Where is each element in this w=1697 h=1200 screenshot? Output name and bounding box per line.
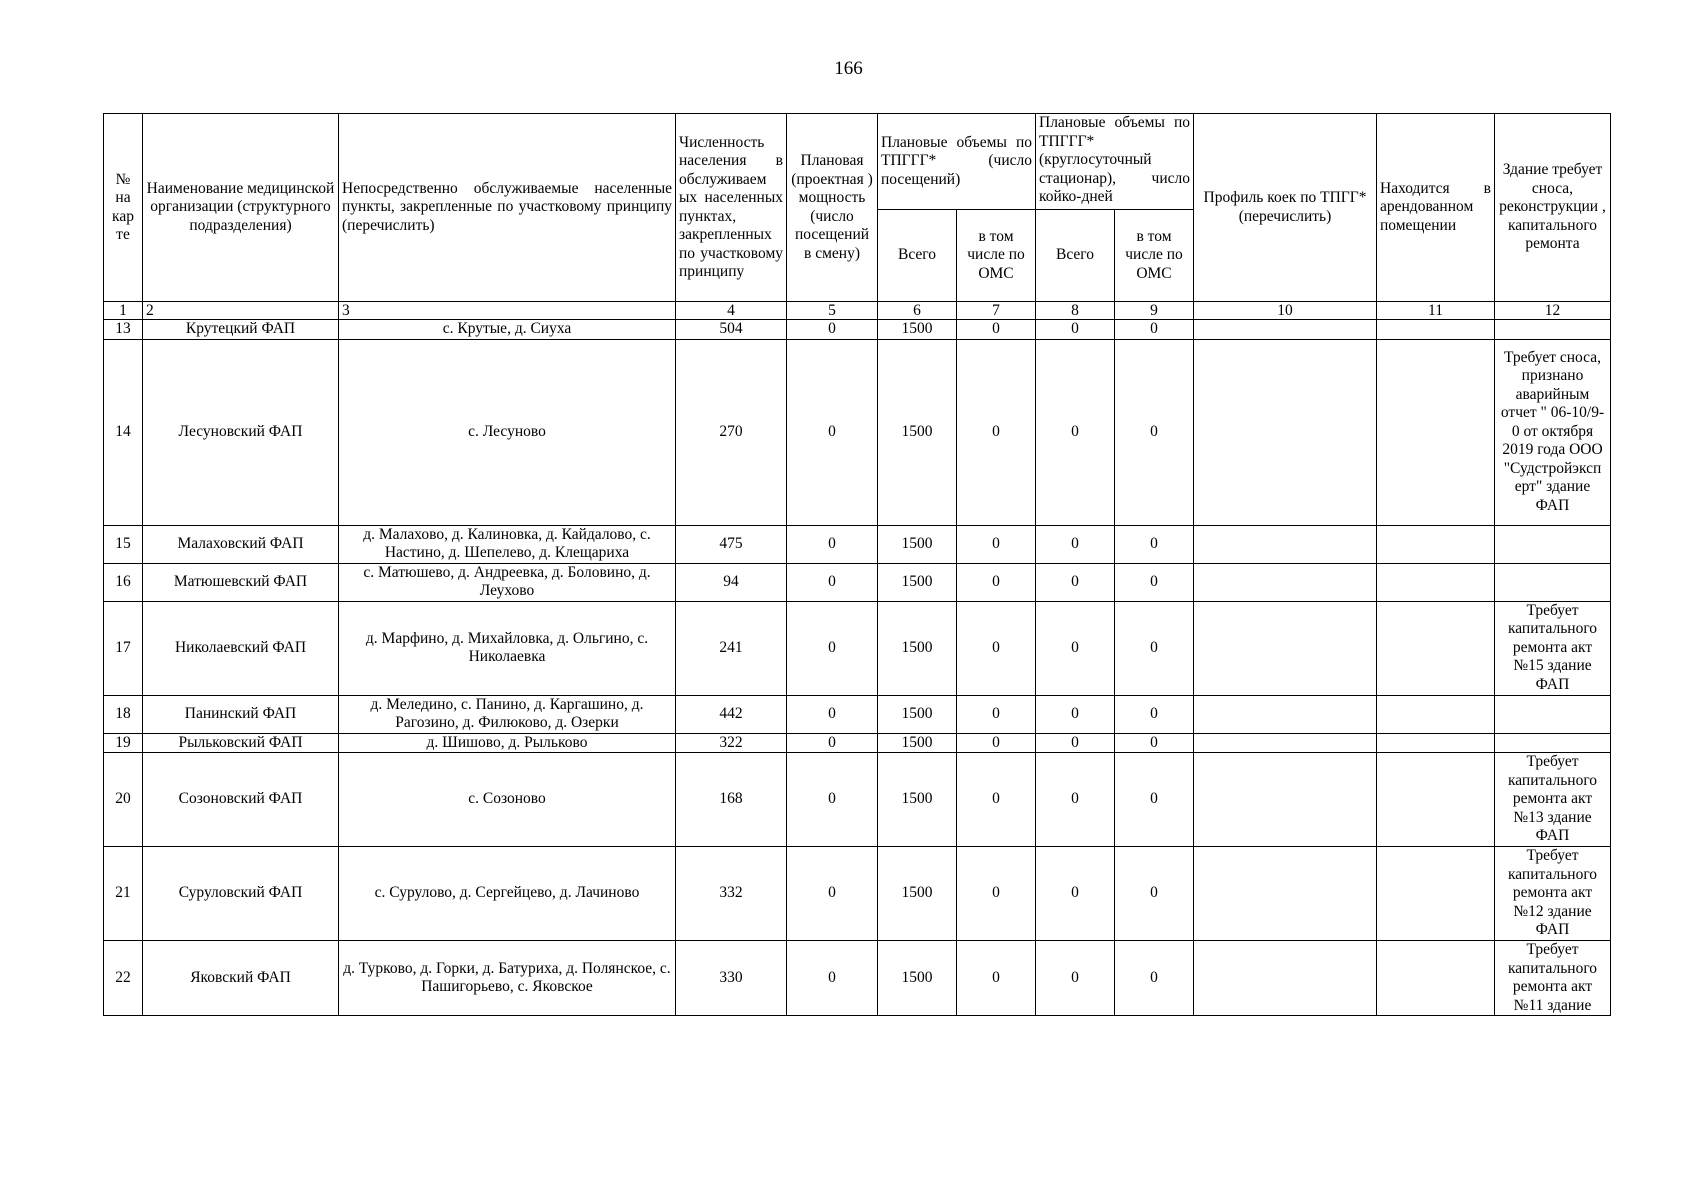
cell-num: 20: [104, 753, 143, 847]
table-body: [104, 320, 1611, 1016]
cell-visits-oms: 0: [957, 733, 1036, 753]
column-number: 2: [143, 302, 339, 320]
cell-capacity: 0: [787, 941, 878, 1016]
cell-beds-oms: 0: [1115, 525, 1194, 563]
cell-visits-total: 1500: [878, 847, 957, 941]
cell-note: Требует капитального ремонта акт №13 здание ФАП: [1495, 753, 1611, 847]
cell-rented: [1377, 525, 1495, 563]
cell-beds-oms: 0: [1115, 695, 1194, 733]
table-row: [104, 733, 1611, 753]
cell-points: с. Созоново: [339, 753, 676, 847]
cell-population: 475: [676, 525, 787, 563]
cell-rented: [1377, 847, 1495, 941]
header-col-number: № на кар те: [104, 114, 143, 302]
cell-num: 22: [104, 941, 143, 1016]
cell-visits-oms: 0: [957, 695, 1036, 733]
header-col-capacity: Плановая (проектная ) мощность (число посещений в смену): [787, 114, 878, 302]
cell-capacity: 0: [787, 601, 878, 695]
cell-profile: [1194, 320, 1377, 340]
table-row: [104, 601, 1611, 695]
cell-note: [1495, 525, 1611, 563]
cell-capacity: 0: [787, 753, 878, 847]
column-number: 10: [1194, 302, 1377, 320]
cell-num: 14: [104, 339, 143, 525]
cell-profile: [1194, 847, 1377, 941]
cell-beds-oms: 0: [1115, 753, 1194, 847]
table-header: [104, 114, 1611, 320]
cell-population: 322: [676, 733, 787, 753]
table-row: [104, 753, 1611, 847]
cell-visits-oms: 0: [957, 563, 1036, 601]
cell-visits-total: 1500: [878, 563, 957, 601]
cell-population: 332: [676, 847, 787, 941]
cell-note: [1495, 320, 1611, 340]
cell-profile: [1194, 695, 1377, 733]
cell-profile: [1194, 563, 1377, 601]
cell-capacity: 0: [787, 733, 878, 753]
cell-beds-oms: 0: [1115, 847, 1194, 941]
cell-rented: [1377, 339, 1495, 525]
cell-beds-total: 0: [1036, 601, 1115, 695]
cell-rented: [1377, 733, 1495, 753]
cell-note: Требует капитального ремонта акт №12 здание ФАП: [1495, 847, 1611, 941]
cell-points: с. Сурулово, д. Сергейцево, д. Лачиново: [339, 847, 676, 941]
table-row: [104, 941, 1611, 1016]
cell-beds-total: 0: [1036, 563, 1115, 601]
cell-points: д. Марфино, д. Михайловка, д. Ольгино, с. Николаевка: [339, 601, 676, 695]
cell-capacity: 0: [787, 320, 878, 340]
cell-visits-oms: 0: [957, 339, 1036, 525]
cell-visits-oms: 0: [957, 847, 1036, 941]
cell-num: 15: [104, 525, 143, 563]
cell-num: 16: [104, 563, 143, 601]
header-col-population: Численность населения в обслуживаем ых населенных пунктах, закрепленных по участковому принципу: [676, 114, 787, 302]
cell-beds-total: 0: [1036, 941, 1115, 1016]
cell-profile: [1194, 941, 1377, 1016]
cell-name: Суруловский ФАП: [143, 847, 339, 941]
cell-population: 442: [676, 695, 787, 733]
cell-population: 504: [676, 320, 787, 340]
cell-beds-oms: 0: [1115, 563, 1194, 601]
cell-visits-oms: 0: [957, 941, 1036, 1016]
cell-rented: [1377, 320, 1495, 340]
cell-name: Панинский ФАП: [143, 695, 339, 733]
table-row: [104, 320, 1611, 340]
cell-points: д. Турково, д. Горки, д. Батуриха, д. Полянское, с. Пашигорьево, с. Яковское: [339, 941, 676, 1016]
cell-visits-total: 1500: [878, 339, 957, 525]
cell-capacity: 0: [787, 525, 878, 563]
column-number: 9: [1115, 302, 1194, 320]
cell-rented: [1377, 695, 1495, 733]
cell-name: Рыльковский ФАП: [143, 733, 339, 753]
cell-rented: [1377, 941, 1495, 1016]
cell-num: 13: [104, 320, 143, 340]
header-beds-oms: в том числе по ОМС: [1115, 210, 1194, 302]
table-row: [104, 525, 1611, 563]
cell-name: Яковский ФАП: [143, 941, 339, 1016]
cell-name: Малаховский ФАП: [143, 525, 339, 563]
table-row: [104, 847, 1611, 941]
cell-rented: [1377, 601, 1495, 695]
cell-note: [1495, 563, 1611, 601]
header-col-needs-repair: Здание требует сноса, реконструкции , капитального ремонта: [1495, 114, 1611, 302]
cell-population: 330: [676, 941, 787, 1016]
header-visits-oms: в том числе по ОМС: [957, 210, 1036, 302]
cell-beds-total: 0: [1036, 339, 1115, 525]
cell-beds-oms: 0: [1115, 320, 1194, 340]
cell-profile: [1194, 339, 1377, 525]
facilities-table: [103, 113, 1611, 1016]
cell-rented: [1377, 753, 1495, 847]
cell-num: 19: [104, 733, 143, 753]
column-number: 5: [787, 302, 878, 320]
cell-visits-total: 1500: [878, 941, 957, 1016]
cell-visits-oms: 0: [957, 601, 1036, 695]
cell-beds-oms: 0: [1115, 941, 1194, 1016]
cell-visits-oms: 0: [957, 753, 1036, 847]
cell-visits-total: 1500: [878, 601, 957, 695]
cell-beds-total: 0: [1036, 847, 1115, 941]
table-row: [104, 563, 1611, 601]
cell-visits-oms: 0: [957, 525, 1036, 563]
header-col-rented: Находится в арендованном помещении: [1377, 114, 1495, 302]
cell-points: с. Матюшево, д. Андреевка, д. Боловино, д. Леухово: [339, 563, 676, 601]
header-col-name: Наименование медицинской организации (структурного подразделения): [143, 114, 339, 302]
cell-name: Лесуновский ФАП: [143, 339, 339, 525]
cell-note: Требует сноса, признано аварийным отчет " 06-10/9-0 от октября 2019 года ООО "Судстройэксп ерт" здание ФАП: [1495, 339, 1611, 525]
cell-visits-total: 1500: [878, 753, 957, 847]
cell-beds-total: 0: [1036, 695, 1115, 733]
cell-note: Требует капитального ремонта акт №11 здание: [1495, 941, 1611, 1016]
column-number: 6: [878, 302, 957, 320]
cell-profile: [1194, 525, 1377, 563]
cell-points: с. Крутые, д. Сиуха: [339, 320, 676, 340]
cell-beds-oms: 0: [1115, 733, 1194, 753]
cell-profile: [1194, 733, 1377, 753]
column-number: 12: [1495, 302, 1611, 320]
cell-capacity: 0: [787, 695, 878, 733]
cell-visits-total: 1500: [878, 525, 957, 563]
cell-beds-total: 0: [1036, 525, 1115, 563]
cell-capacity: 0: [787, 847, 878, 941]
cell-note: Требует капитального ремонта акт №15 здание ФАП: [1495, 601, 1611, 695]
header-beds-total: Всего: [1036, 210, 1115, 302]
cell-num: 18: [104, 695, 143, 733]
cell-note: [1495, 695, 1611, 733]
column-number-row: [104, 302, 1611, 320]
column-number: 3: [339, 302, 676, 320]
cell-num: 17: [104, 601, 143, 695]
cell-population: 241: [676, 601, 787, 695]
cell-name: Крутецкий ФАП: [143, 320, 339, 340]
cell-beds-total: 0: [1036, 320, 1115, 340]
column-number: 7: [957, 302, 1036, 320]
cell-points: д. Малахово, д. Калиновка, д. Кайдалово, с. Настино, д. Шепелево, д. Клещариха: [339, 525, 676, 563]
cell-profile: [1194, 753, 1377, 847]
cell-name: Созоновский ФАП: [143, 753, 339, 847]
column-number: 4: [676, 302, 787, 320]
header-col-points: Непосредственно обслуживаемые населенные пункты, закрепленные по участковому принципу (перечислить): [339, 114, 676, 302]
table-row: [104, 695, 1611, 733]
cell-population: 270: [676, 339, 787, 525]
cell-rented: [1377, 563, 1495, 601]
cell-visits-oms: 0: [957, 320, 1036, 340]
column-number: 1: [104, 302, 143, 320]
cell-beds-oms: 0: [1115, 339, 1194, 525]
cell-beds-oms: 0: [1115, 601, 1194, 695]
cell-num: 21: [104, 847, 143, 941]
column-number: 11: [1377, 302, 1495, 320]
cell-profile: [1194, 601, 1377, 695]
cell-beds-total: 0: [1036, 753, 1115, 847]
table-row: [104, 339, 1611, 525]
cell-visits-total: 1500: [878, 695, 957, 733]
cell-visits-total: 1500: [878, 320, 957, 340]
cell-points: с. Лесуново: [339, 339, 676, 525]
cell-points: д. Шишово, д. Рыльково: [339, 733, 676, 753]
cell-points: д. Меледино, с. Панино, д. Каргашино, д. Рагозино, д. Филюково, д. Озерки: [339, 695, 676, 733]
header-col-bed-profile: Профиль коек по ТПГГ* (перечислить): [1194, 114, 1377, 302]
cell-name: Николаевский ФАП: [143, 601, 339, 695]
header-visits-total: Всего: [878, 210, 957, 302]
cell-population: 94: [676, 563, 787, 601]
cell-note: [1495, 733, 1611, 753]
cell-capacity: 0: [787, 563, 878, 601]
header-group-visits: Плановые объемы по ТПГГГ* (число посещений): [878, 114, 1036, 210]
cell-name: Матюшевский ФАП: [143, 563, 339, 601]
column-number: 8: [1036, 302, 1115, 320]
cell-population: 168: [676, 753, 787, 847]
cell-capacity: 0: [787, 339, 878, 525]
header-group-beds: Плановые объемы по ТПГГГ* (круглосуточный стационар), число койко-дней: [1036, 114, 1194, 210]
cell-beds-total: 0: [1036, 733, 1115, 753]
cell-visits-total: 1500: [878, 733, 957, 753]
page-number: 166: [834, 58, 863, 79]
